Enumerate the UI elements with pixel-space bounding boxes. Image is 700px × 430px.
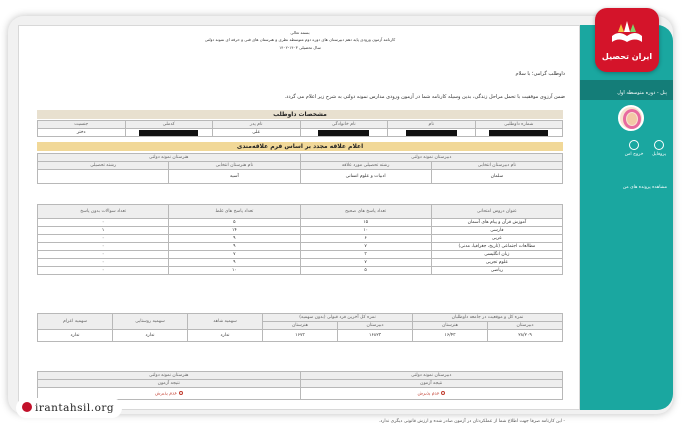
correct-cell: ۵ [300,267,431,275]
profile-label: پروفایل [651,152,667,157]
applicant-header-row [38,121,563,129]
logo-text: ایران تحصیل [601,52,653,61]
report-sheet [18,25,580,424]
blank-cell: ۰ [38,235,169,243]
rank-value: ۱۶۷۳ [263,330,338,342]
result-sub: نتیجه آزمون [38,380,301,388]
blank-cell: ۰ [38,267,169,275]
correct-cell: ۷ [300,259,431,267]
choices-header: نام هنرستان انتخابی [169,162,300,170]
header-line1: بسمه تعالی [290,30,310,35]
exit-label: خروج امن [624,152,644,157]
applicant-id-redacted [125,129,213,137]
applicant-section-title: مشخصات داوطلب [37,110,563,119]
correct-cell: ۷ [300,243,431,251]
applicant-header: نام خانوادگی [300,121,388,129]
rank-quota1: سهمیه شاهد [188,314,263,330]
applicant-father: علی [213,129,301,137]
table-row [38,267,563,275]
choices-school: سلمان [431,170,562,184]
applicant-number-redacted [475,129,563,137]
brand-logo [595,8,659,72]
wrong-cell: ۷ [169,251,300,259]
rank-col-tech: هنرستان [413,322,488,330]
rank-col-tech2: هنرستان [263,322,338,330]
result-sub: نتیجه آزمون [300,380,563,388]
sidebar [580,25,673,410]
rank-value: ندارد [188,330,263,342]
exit-button[interactable] [620,140,648,157]
table-row [38,227,563,235]
result-table [37,371,563,400]
scores-header: تعداد پاسخ های صحیح [300,205,431,219]
rank-col-school: دبیرستان [488,322,563,330]
choices-header: نام دبیرستان انتخابی [431,162,562,170]
applicant-header: نام پدر [213,121,301,129]
wrong-cell: ۱۰ [169,267,300,275]
scores-header: تعداد پاسخ های غلط [169,205,300,219]
table-row [38,243,563,251]
wrong-cell: ۵ [169,219,300,227]
avatar[interactable] [618,105,644,131]
subject-cell: زبان انگلیسی [431,251,562,259]
result-group-right: دبیرستان نمونه دولتی [300,372,563,380]
choices-group-left: هنرستان نمونه دولتی [38,154,301,162]
table-row [38,251,563,259]
applicant-name-redacted [388,129,476,137]
sidebar-title: پنل - دوره متوسطه اول [617,90,667,96]
correct-cell: ۳ [300,251,431,259]
table-row [38,259,563,267]
rank-value: ندارد [113,330,188,342]
correct-cell: ۱۰ [300,227,431,235]
choices-table [37,153,563,184]
site-url: irantahsil.org [35,402,115,414]
subject-cell: عربی [431,235,562,243]
rank-value: ندارد [38,330,113,342]
applicant-gender: دختر [38,129,126,137]
blank-cell: ۱ [38,227,169,235]
applicant-value-row [38,129,563,137]
status-dot-icon [179,391,183,395]
applicant-lastname-redacted [300,129,388,137]
scores-table [37,204,563,275]
rank-quota3: سهمیه اعزام [38,314,113,330]
applicant-header: جنسیت [38,121,126,129]
applicant-header: شماره داوطلبی [475,121,563,129]
book-icon [610,20,644,46]
footnote: - این کارنامه صرفا جهت اطلاع شما از عملکردتان در آزمون صادر شده و ارزش قانونی دیگری ندارد. [378,419,565,424]
applicant-header: نام [388,121,476,129]
choices-group-right: دبیرستان نمونه دولتی [300,154,563,162]
rank-col-school2: دبیرستان [338,322,413,330]
rank-value: ۲۸/۲۰۹ [488,330,563,342]
scores-header: عنوان دروس امتحانی [431,205,562,219]
subject-cell: ریاضی [431,267,562,275]
rank-quota2: سهمیه روستایی [113,314,188,330]
blank-cell: ۰ [38,219,169,227]
choices-field: ادبیات و علوم انسانی [300,170,431,184]
table-row [38,219,563,227]
globe-icon [22,402,32,412]
wrong-cell: ۹ [169,243,300,251]
rank-table [37,313,563,342]
result-status-right [300,388,563,400]
rank-header-mid: نمره کل آخرین فرد قبولی (بدون سهمیه) [263,314,413,322]
correct-cell: ۶ [300,235,431,243]
subject-cell: علوم تجربی [431,259,562,267]
header-line3: سال تحصیلی ۱۴۰۳-۱۴۰۲ [279,45,321,50]
rank-value: ۱۶/۴۳ [413,330,488,342]
status-text: عدم پذیرش [417,391,440,397]
subject-cell: فارسی [431,227,562,235]
status-text: عدم پذیرش [154,391,178,397]
choices-tech-field [38,170,169,184]
power-icon [629,140,639,150]
profile-button[interactable] [645,140,673,157]
table-row [38,235,563,243]
blank-cell: ۰ [38,243,169,251]
sidebar-item-files[interactable]: مشاهده پرونده های من [622,185,667,190]
wrong-cell: ۱۴ [169,227,300,235]
greeting: داوطلب گرامی؛ با سلام [515,71,565,77]
applicant-header: کدملی [125,121,213,129]
rank-header-right: نمره کل و موقعیت در جامعه داوطلبان [413,314,563,322]
user-icon [654,140,664,150]
choices-header: رشته تحصیلی [38,162,169,170]
rank-value: ۱۶۸۲۳ [338,330,413,342]
correct-cell: ۱۵ [300,219,431,227]
intro-text: ضمن آرزوی موفقیت با تحمل مراحل زندگی، بدین وسیله کارنامه شما در آزمون ورودی مدارس نمونه دولتی به شرح زیر اعلام می گردد. [284,94,565,100]
choices-section-title: اعلام علاقه مجدد بر اساس فرم علاقه‌مندی [37,142,563,151]
wrong-cell: ۹ [169,235,300,243]
wrong-cell: ۹ [169,259,300,267]
scores-header: تعداد سوالات بدون پاسخ [38,205,169,219]
choices-tech: آسیه [169,170,300,184]
subject-cell: مطالعات اجتماعی (تاریخ، جغرافیا، مدنی) [431,243,562,251]
header-line2: کارنامه آزمون ورودی پایه دهم دبیرستان های دوره دوم متوسطه نظری و هنرستان های فنی و حرفه ای نمونه دولتی [204,37,396,42]
site-watermark [16,398,122,418]
applicant-table [37,120,563,137]
subject-cell: آموزش قرآن و پیام های آسمان [431,219,562,227]
choices-header: رشته تحصیلی مورد علاقه [300,162,431,170]
status-dot-icon [441,391,445,395]
result-group-left: هنرستان نمونه دولتی [38,372,301,380]
blank-cell: ۰ [38,251,169,259]
blank-cell: ۰ [38,259,169,267]
